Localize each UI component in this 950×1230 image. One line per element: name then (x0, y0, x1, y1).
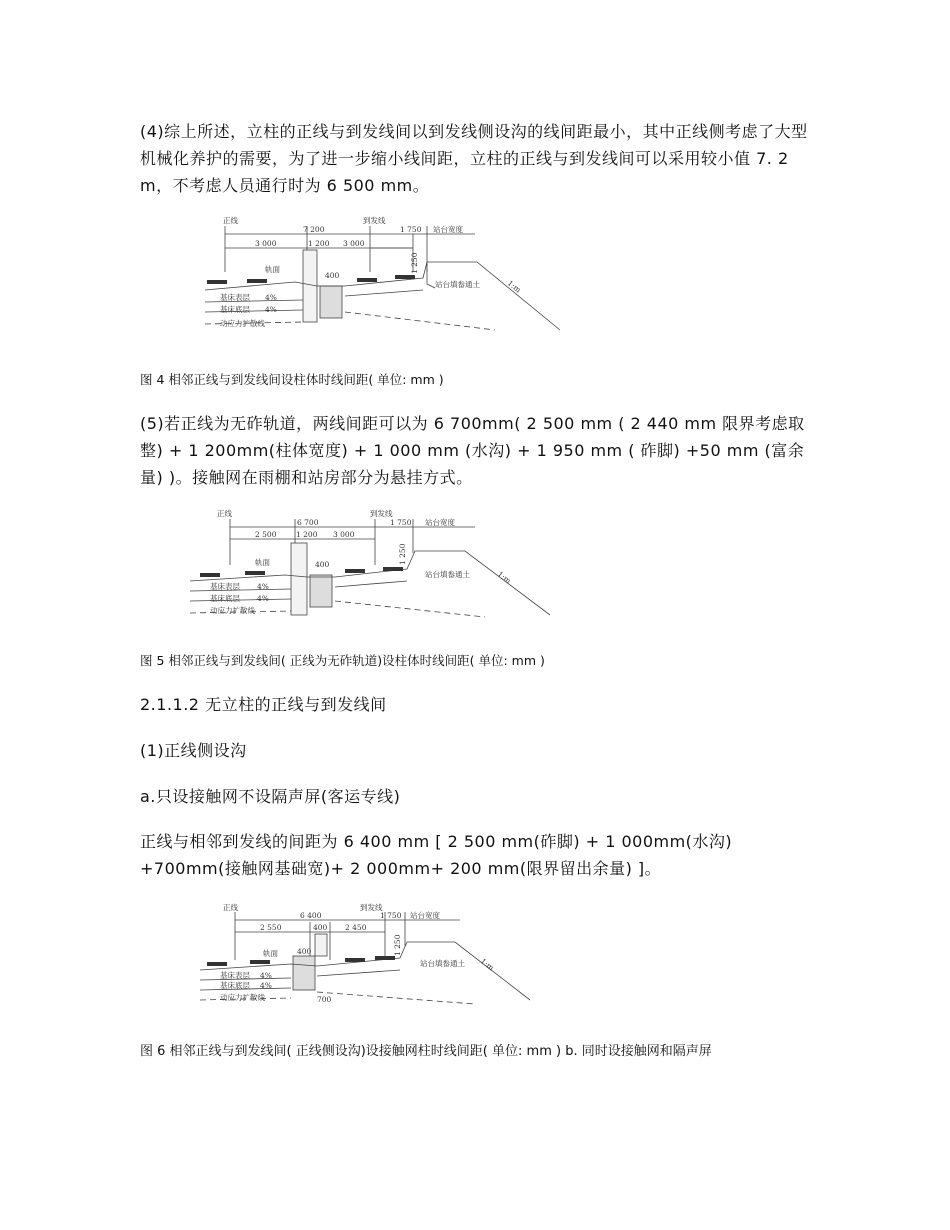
fig4-platform-width: 站台宽度 (433, 225, 463, 234)
fig6-label-fill: 站台填畚通土 (420, 959, 465, 968)
paragraph-5: (5)若正线为无砟轨道，两线间距可以为 6 700mm( 2 500 mm ( 2 440 mm 限界考虑取整) + 1 200mm(柱体宽度) + 1 000 mm (水沟) + 1 950 mm ( 砟脚) +50 mm (富余量) )。接触网在雨棚和站房部分为悬挂方式。 (140, 414, 805, 487)
fig4-label-layer1: 基床表层 (220, 293, 250, 302)
fig5-label-layer3: 动应力扩散线 (210, 606, 255, 615)
figure-4 (195, 212, 565, 338)
fig6-label-layer1: 基床表层 (220, 971, 250, 980)
caption-figure-4: 图 4 相邻正线与到发线间设柱体时线间距( 单位: mm ) (140, 372, 444, 387)
fig6-label-slope: 1:m (478, 956, 496, 973)
caption-figure-5: 图 5 相邻正线与到发线间( 正线为无砟轨道)设柱体时线间距( 单位: mm ) (140, 653, 545, 668)
fig6-dim-height: 1 250 (393, 934, 402, 956)
fig4-label-fill: 站台填畚通土 (435, 280, 480, 289)
fig4-dim-seg1: 3 000 (255, 239, 277, 248)
fig6-dim-ditch: 400 (297, 947, 312, 956)
fig5-label-zhengxian: 正线 (217, 509, 232, 518)
fig5-dim-seg2: 1 200 (296, 530, 318, 539)
fig5-label-layer1: 基床表层 (210, 582, 240, 591)
fig6-label-daofaxian: 到发线 (360, 903, 383, 912)
fig6-dim-total: 6 400 (300, 911, 322, 920)
fig6-label-pct2: 4% (260, 981, 272, 990)
fig4-dim-seg4: 1 750 (400, 225, 422, 234)
fig5-label-slope: 1:m (495, 569, 513, 586)
paragraph-4: (4)综上所述，立柱的正线与到发线间以到发线侧设沟的线间距最小，其中正线侧考虑了大型机械化养护的需要，为了进一步缩小线间距，立柱的正线与到发线间可以采用较小值 7. 2 m，不考虑人员通行时为 6 500 mm。 (140, 122, 808, 195)
fig6-label-guimian: 轨面 (263, 949, 278, 958)
fig4-label-layer3: 动应力扩散线 (220, 319, 265, 328)
fig5-dim-seg4: 1 750 (390, 518, 412, 527)
figure-5 (185, 505, 560, 623)
fig6-dim-seg3: 2 450 (345, 923, 367, 932)
fig6-label-zhengxian: 正线 (223, 903, 238, 912)
fig4-dim-seg3: 3 000 (343, 239, 365, 248)
fig6-dim-seg2: 400 (313, 923, 328, 932)
fig4-label-pct2: 4% (265, 305, 277, 314)
fig4-dim-height: 1 250 (410, 252, 419, 274)
fig4-label-pct1: 4% (265, 293, 277, 302)
fig6-dim-seg4: 1 750 (380, 911, 402, 920)
fig5-platform-width: 站台宽度 (425, 518, 455, 527)
fig5-label-guimian: 轨面 (255, 558, 270, 567)
fig4-label-slope: 1:m (505, 278, 523, 295)
fig6-dim-seg1: 2 550 (260, 923, 282, 932)
item-1: (1)正线侧设沟 (140, 741, 247, 760)
section-heading: 2.1.1.2 无立柱的正线与到发线间 (140, 695, 387, 714)
fig6-platform-width: 站台宽度 (410, 911, 440, 920)
fig4-dim-total: 7 200 (303, 225, 325, 234)
fig6-label-layer3: 动应力扩散线 (220, 993, 265, 1002)
fig4-dim-seg2: 1 200 (308, 239, 330, 248)
fig5-label-pct1: 4% (257, 582, 269, 591)
fig6-label-pct1: 4% (260, 971, 272, 980)
fig5-label-layer2: 基床底层 (210, 594, 240, 603)
fig5-label-pct2: 4% (257, 594, 269, 603)
fig4-label-daofaxian: 到发线 (363, 216, 386, 225)
item-a: a.只设接触网不设隔声屏(客运专线) (140, 787, 401, 806)
fig5-dim-seg3: 3 000 (333, 530, 355, 539)
fig4-dim-ditch: 400 (325, 271, 340, 280)
fig6-dim-base: 700 (317, 995, 332, 1004)
figure-6 (195, 900, 535, 1010)
paragraph-6: 正线与相邻到发线的间距为 6 400 mm [ 2 500 mm(砟脚) + 1 000mm(水沟) +700mm(接触网基础宽)+ 2 000mm+ 200 mm(限界留出余量) ]。 (140, 832, 733, 878)
caption-figure-6: 图 6 相邻正线与到发线间( 正线侧设沟)设接触网柱时线间距( 单位: mm ) b. 同时设接触网和隔声屏 (140, 1044, 712, 1059)
fig5-label-daofaxian: 到发线 (370, 509, 393, 518)
fig5-dim-ditch: 400 (315, 560, 330, 569)
fig5-dim-total: 6 700 (297, 518, 319, 527)
fig5-label-fill: 站台填畚通土 (425, 570, 470, 579)
fig4-label-guimian: 轨面 (265, 265, 280, 274)
fig5-dim-height: 1 250 (398, 543, 407, 565)
fig6-label-layer2: 基床底层 (220, 981, 250, 990)
fig4-label-zhengxian: 正线 (223, 216, 238, 225)
fig4-label-layer2: 基床底层 (220, 305, 250, 314)
fig5-dim-seg1: 2 500 (255, 530, 277, 539)
